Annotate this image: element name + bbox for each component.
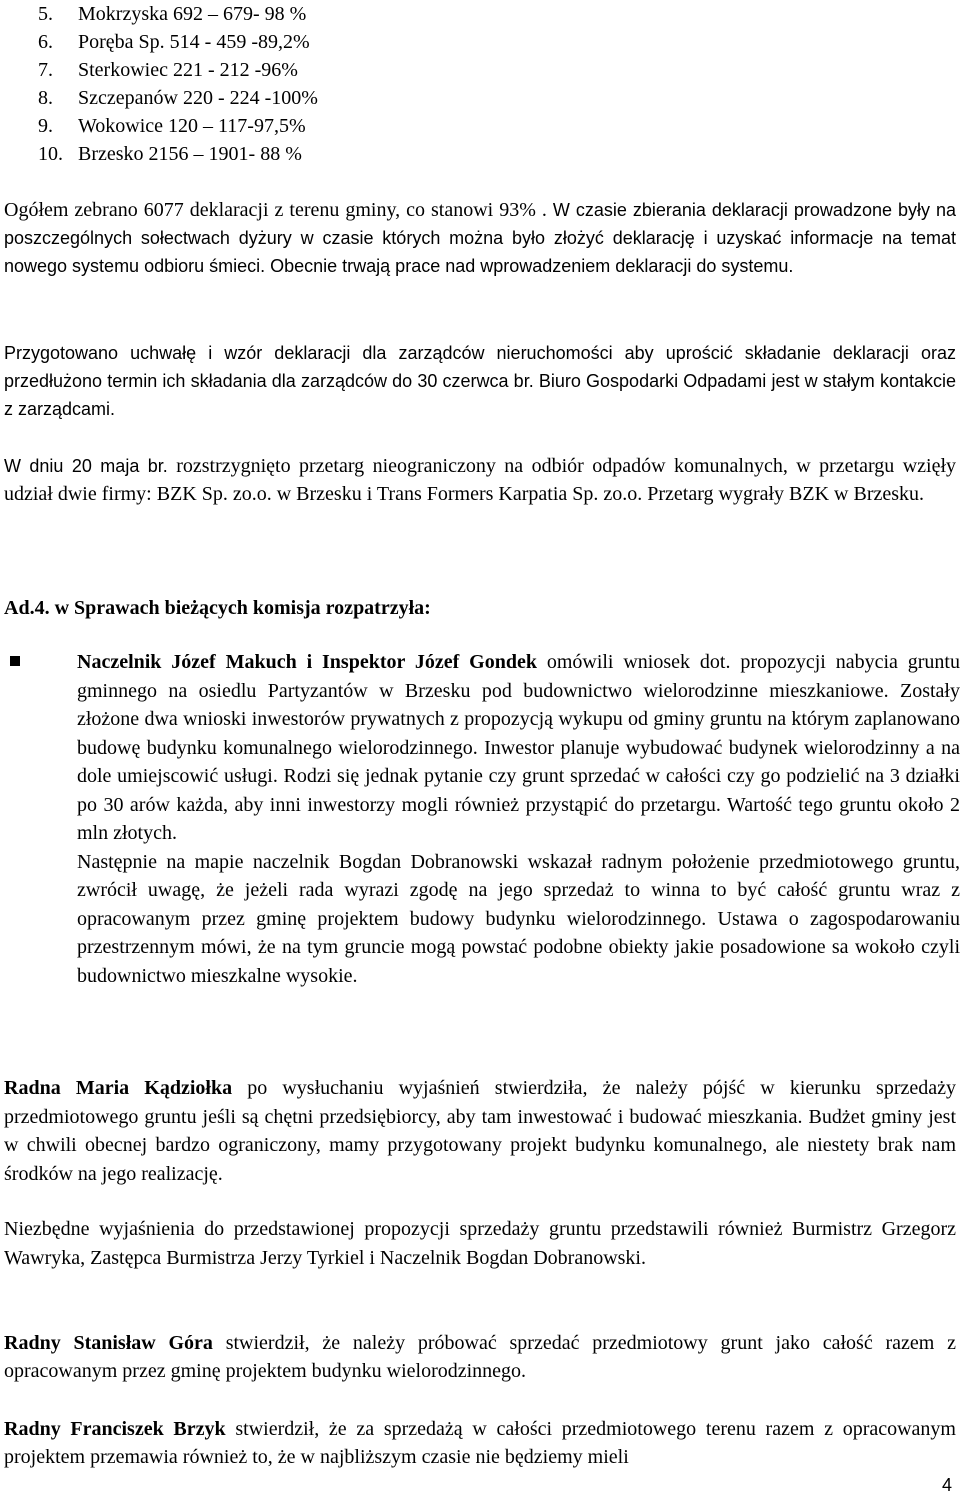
bullet-paragraph-continued: Następnie na mapie naczelnik Bogdan Dobranowski wskazał radnym położenie przedmiotowego gruntu, zwrócił uwagę, że jeżeli rada wyrazi zgodę na jego sprzedaż to winna to być całość gruntu wraz z opracowanym przez gminę projektem budowy budynku wielorodzinnego. Ustawa o zagospodarowaniu przestrzennym mówi, że na tym gruncie mogą powstać podobne obiekty jakie posadowione sa wokoło czyli budownictwo mieszkalne wysokie. [77,850,960,987]
list-number: 9. [38,115,53,137]
summary-body: W czasie zbierania deklaracji prowadzone były na poszczególnych sołectwach dyżury w czasie których można było złożyć deklarację i uzyskać informacje na temat nowego systemu odbioru śmieci. Obecnie trwają prace nad wprowadzeniem deklaracji do systemu. [4,200,956,276]
list-number: 5. [38,3,53,25]
speaker-name: Radny Franciszek Brzyk [4,1418,226,1440]
list-text: Mokrzyska 692 – 679- 98 % [78,3,307,25]
statement-body: stwierdził, że należy próbować sprzedać przedmiotowy grunt jako całość razem z opracowanym przez gminę projektem budynku wielorodzinnego. [4,1332,956,1382]
statement-body: po wysłuchaniu wyjaśnień stwierdziła, że należy pójść w kierunku sprzedaży przedmiotowego gruntu jeśli są chętni przedsiębiorcy, aby tam inwestować i budować mieszkania. Budżet gminy jest w chwili obecnej bardzo ograniczony, mamy przygotowany projekt budynku komunalnego, ale niestety brak nam środków na jego realizację. [4,1077,957,1185]
paragraph-declarations-summary [4,196,956,280]
list-number: 6. [38,31,53,53]
list-item [38,56,318,84]
list-text: Sterkowiec 221 - 212 -96% [78,59,298,81]
paragraph-radna-kadziolka [4,1074,956,1188]
list-text: Szczepanów 220 - 224 -100% [78,87,318,109]
statement-body: stwierdził, że za sprzedażą w całości przedmiotowego terenu razem z opracowanym projektem przemawia również to, że w najbliższym czasie nie będziemy mieli [4,1418,956,1468]
speaker-name: Radna Maria Kądziołka [4,1077,233,1099]
list-number: 8. [38,87,53,109]
page-number: 4 [941,1475,952,1495]
bullet-body: omówili wniosek dot. propozycji nabycia gruntu gminnego na osiedlu Partyzantów w Brzesku pod budownictwo wielorodzinne mieszkaniowe. Zostały złożone dwa wnioski inwestorów prywatnych z propozycją wykupu od gminy gruntu na którym zaplanowano budowę budynku komunalnego wielorodzinnego. Inwestor planuje wybudować budynek wielorodzinny a na dole umiejscowić usługi. Rodzi się jednak pytanie czy grunt sprzedać w całości czy go podzielić na 3 działki po 30 arów każda, aby inni inwestorzy mogli również przystąpić do przetargu. Wartość tego gruntu około 2 mln złotych. [77,651,960,844]
list-item [38,140,318,168]
list-text: Wokowice 120 – 117-97,5% [78,115,306,137]
list-number: 10. [38,143,63,165]
paragraph-resolution: Przygotowano uchwałę i wzór deklaracji dla zarządców nieruchomości aby uprościć składanie deklaracji oraz przedłużono termin ich składania dla zarządców do 30 czerwca br. Biuro Gospodarki Odpadami jest w stałym kontakcie z zarządcami. [4,343,956,419]
paragraph-tender [4,452,956,508]
speaker-name: Radny Stanisław Góra [4,1332,213,1354]
bullet-paragraph [77,648,960,848]
paragraph-radny-brzyk [4,1415,956,1471]
list-number: 7. [38,59,53,81]
list-item [38,28,318,56]
bullet-item [4,648,960,990]
list-item [38,0,318,28]
speaker-name: Naczelnik Józef Makuch i Inspektor Józef Gondek [77,651,537,673]
paragraph-explanations: Niezbędne wyjaśnienia do przedstawionej propozycji sprzedaży gruntu przedstawili również Burmistrz Grzegorz Wawryka, Zastępca Burmistrza Jerzy Tyrkiel i Naczelnik Bogdan Dobranowski. [4,1218,956,1269]
square-bullet-icon [10,656,20,666]
tender-date: W dniu 20 maja br. [4,456,168,476]
list-text: Brzesko 2156 – 1901- 88 % [78,143,302,165]
list-item [38,112,318,140]
summary-lead: Ogółem zebrano 6077 deklaracji z terenu gminy, co stanowi 93% . [4,199,547,221]
section-heading: Ad.4. w Sprawach bieżących komisja rozpatrzyła: [4,597,431,619]
tender-body: rozstrzygnięto przetarg nieograniczony na odbiór odpadów komunalnych, w przetargu wzięły udział dwie firmy: BZK Sp. zo.o. w Brzesku i Trans Formers Karpatia Sp. zo.o. Przetarg wygrały BZK w Brzesku. [4,455,956,505]
list-text: Poręba Sp. 514 - 459 -89,2% [78,31,310,53]
list-item [38,84,318,112]
village-declaration-list [38,0,318,168]
paragraph-radny-gora [4,1329,956,1385]
